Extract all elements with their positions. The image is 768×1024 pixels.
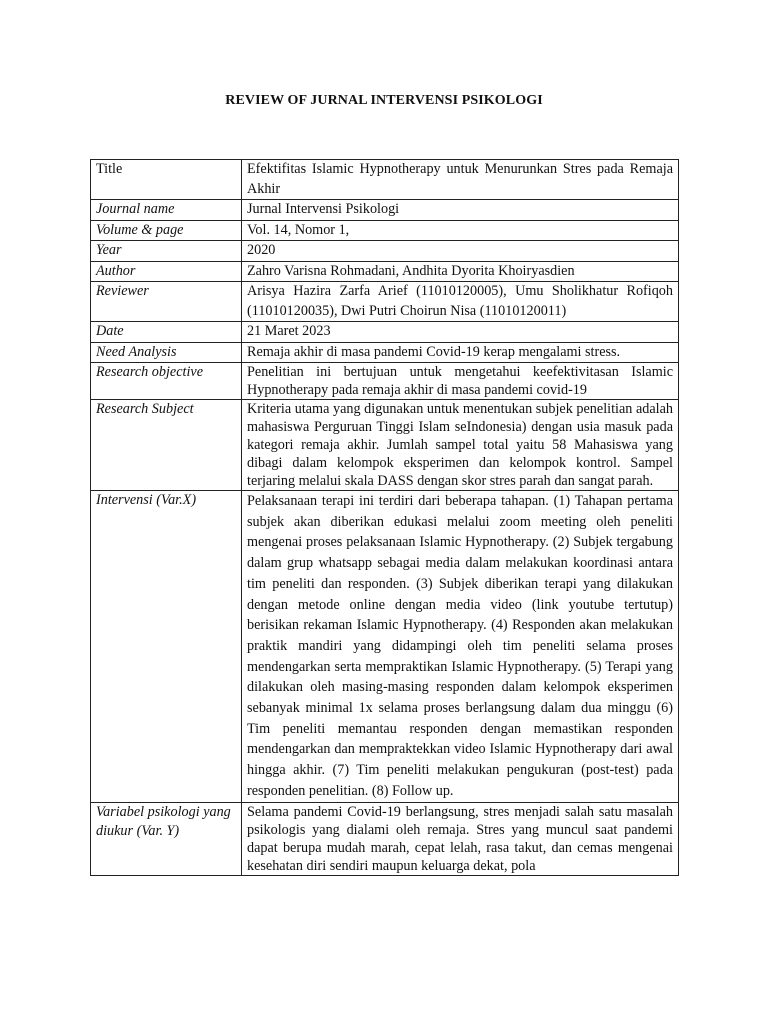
row-label-intervensi: Intervensi (Var.X) — [91, 491, 242, 803]
table-row — [91, 400, 679, 491]
row-label-reviewer: Reviewer — [91, 282, 242, 322]
row-value-research-objective: Penelitian ini bertujuan untuk mengetahui keefektivitasan Islamic Hypnotherapy pada remaja akhir di masa pandemi covid-19 — [242, 363, 679, 400]
table-row — [91, 363, 679, 400]
row-label-variabel-psikologi: Variabel psikologi yang diukur (Var. Y) — [91, 802, 242, 875]
table-row — [91, 241, 679, 262]
row-value-research-subject: Kriteria utama yang digunakan untuk menentukan subjek penelitian adalah mahasiswa Perguruan Tinggi Islam seIndonesia) dengan usia masuk pada kategori remaja akhir. Jumlah sampel total yaitu 58 Mahasiswa yang dibagi dalam kelompok eksperimen dan kelompok kontrol. Sampel terjaring melalui skala DASS dengan skor stres parah dan sangat parah. — [242, 400, 679, 491]
row-value-need-analysis: Remaja akhir di masa pandemi Covid-19 kerap mengalami stress. — [242, 342, 679, 363]
table-row — [91, 491, 679, 803]
row-value-author: Zahro Varisna Rohmadani, Andhita Dyorita Khoiryasdien — [242, 261, 679, 282]
table-row — [91, 282, 679, 322]
review-table — [90, 159, 679, 876]
table-row — [91, 322, 679, 343]
row-label-date: Date — [91, 322, 242, 343]
table-row — [91, 220, 679, 241]
row-label-journal-name: Journal name — [91, 200, 242, 221]
row-label-need-analysis: Need Analysis — [91, 342, 242, 363]
table-row — [91, 342, 679, 363]
row-value-title: Efektifitas Islamic Hypnotherapy untuk Menurunkan Stres pada Remaja Akhir — [242, 160, 679, 200]
row-label-title: Title — [91, 160, 242, 200]
row-label-year: Year — [91, 241, 242, 262]
document-title: REVIEW OF JURNAL INTERVENSI PSIKOLOGI — [225, 93, 543, 108]
row-value-year: 2020 — [242, 241, 679, 262]
row-value-journal-name: Jurnal Intervensi Psikologi — [242, 200, 679, 221]
row-label-research-objective: Research objective — [91, 363, 242, 400]
row-label-volume-page: Volume & page — [91, 220, 242, 241]
row-value-volume-page: Vol. 14, Nomor 1, — [242, 220, 679, 241]
table-row — [91, 160, 679, 200]
row-value-variabel-psikologi: Selama pandemi Covid-19 berlangsung, stres menjadi salah satu masalah psikologis yang dialami oleh remaja. Stres yang muncul saat pandemi dapat berupa mudah marah, cepat lelah, rasa takut, dan cemas mengenai kesehatan diri sendiri maupun keluarga dekat, pola — [242, 802, 679, 875]
table-row — [91, 261, 679, 282]
row-value-reviewer: Arisya Hazira Zarfa Arief (11010120005), Umu Sholikhatur Rofiqoh (11010120035), Dwi Putri Choirun Nisa (11010120011) — [242, 282, 679, 322]
row-label-research-subject: Research Subject — [91, 400, 242, 491]
row-value-intervensi: Pelaksanaan terapi ini terdiri dari beberapa tahapan. (1) Tahapan pertama subjek akan diberikan edukasi melalui zoom meeting oleh peneliti mengenai proses pelaksanaan Islamic Hypnotherapy. (2) Subjek tergabung dalam grup whatsapp sebagai media dalam melakukan koordinasi antara tim peneliti dan responden. (3) Subjek diberikan terapi yang dilakukan dengan metode online dengan media video (link youtube tertutup) berisikan rekaman Islamic Hypnotherapy. (4) Responden akan melakukan praktik mandiri yang didampingi oleh tim peneliti selama proses mendengarkan serta mempraktikan Islamic Hypnotherapy. (5) Terapi yang dilakukan oleh masing-masing responden dalam kelompok eksperimen sebanyak minimal 1x selama proses berlangsung dalam dua minggu (6) Tim peneliti memantau responden dengan memastikan responden mendengarkan dan mempraktekkan video Islamic Hypnotherapy dari awal hingga akhir. (7) Tim peneliti melakukan pengukuran (post-test) pada responden penelitian. (8) Follow up. — [242, 491, 679, 803]
table-row — [91, 802, 679, 875]
row-label-author: Author — [91, 261, 242, 282]
row-value-date: 21 Maret 2023 — [242, 322, 679, 343]
table-row — [91, 200, 679, 221]
